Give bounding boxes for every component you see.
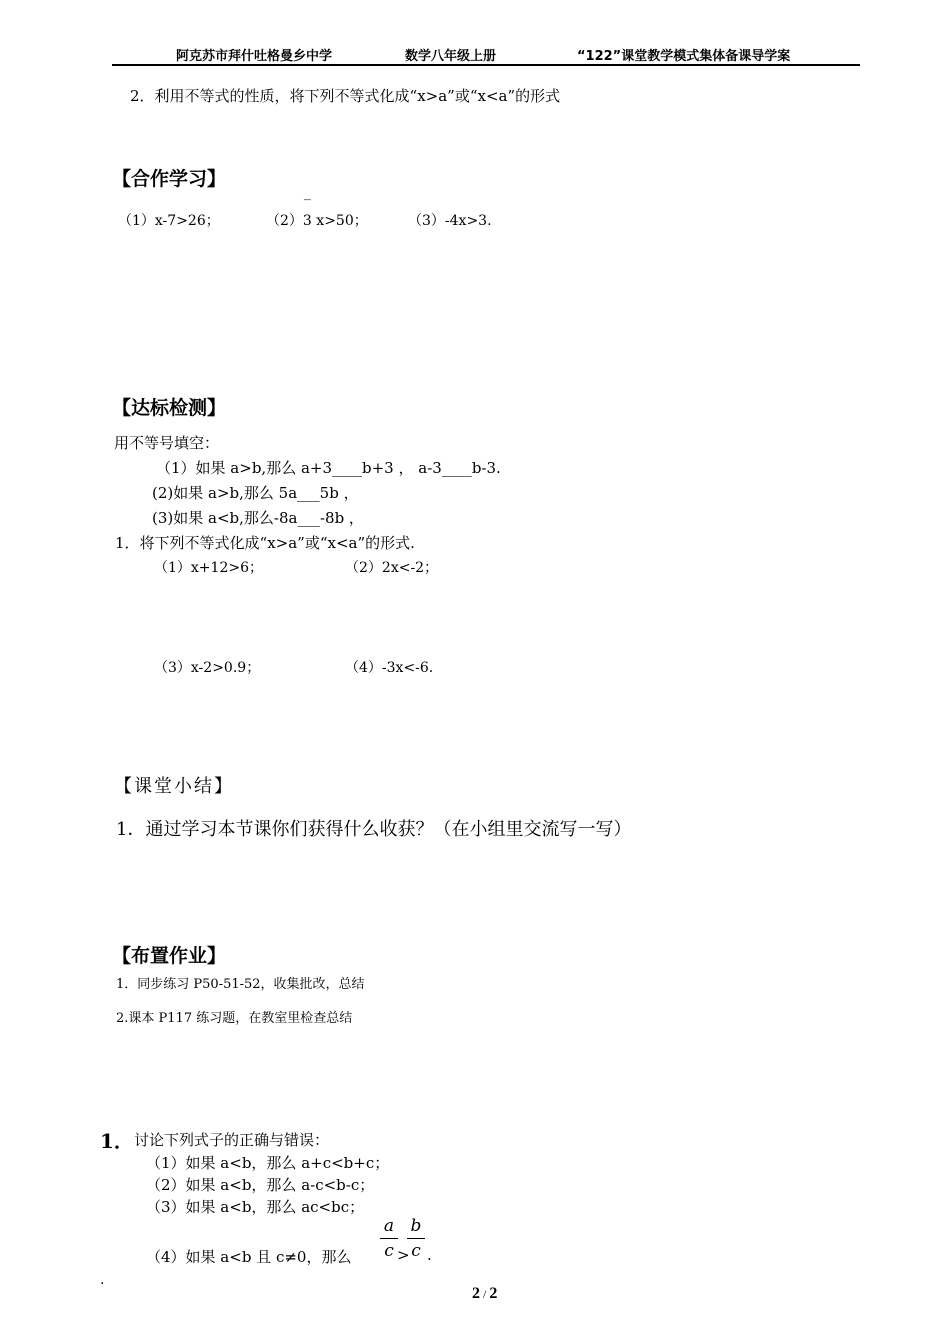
discussion-item-1: （1）如果 a<b，那么 a+c<b+c；: [146, 1154, 390, 1172]
fraction-2-bar: [407, 1238, 425, 1239]
page-current: 2: [472, 1285, 480, 1302]
fraction-1-numerator: a: [383, 1216, 395, 1236]
check-task-1c: （3）x-2>0.9；: [154, 660, 261, 676]
check-task-1a: （1）x+12>6；: [154, 560, 263, 576]
cooperative-item-3: （3）-4x>3.: [408, 213, 492, 229]
header-book: 数学八年级上册: [405, 49, 497, 64]
cooperative-item-2: [266, 198, 368, 230]
homework-item-2: 2.课本 P117 练习题，在教室里检查总结: [116, 1011, 353, 1026]
discussion-fraction-b-over-c: [407, 1216, 425, 1261]
homework-heading: 【布置作业】: [112, 945, 227, 967]
summary-heading: 【课堂小结】: [114, 776, 234, 797]
cooperative-item-2-fraction: [302, 198, 312, 229]
check-question-2: (2)如果 a>b,那么 5a___5b ，: [152, 484, 359, 502]
check-task-1: 1．将下列不等式化成“x>a”或“x<a”的形式.: [115, 534, 415, 552]
cooperative-item-2-denominator: 3: [302, 213, 312, 229]
discussion-item-3: （3）如果 a<b，那么 ac<bc；: [146, 1198, 365, 1216]
discussion-title: 讨论下列式子的正确与错误：: [134, 1131, 330, 1149]
cooperative-item-2-bar: ‾: [303, 198, 311, 214]
fraction-1-bar: [380, 1238, 398, 1239]
footer-dot: .: [100, 1272, 105, 1288]
header-mode: “122”课堂教学模式集体备课导学案: [577, 49, 791, 64]
homework-item-1: 1．同步练习 P50-51-52，收集批改，总结: [116, 977, 365, 992]
check-task-1d: （4）-3x<-6.: [345, 660, 434, 676]
check-question-3: (3)如果 a<b,那么-8a___-8b ，: [152, 509, 364, 527]
discussion-item-4-prefix: （4）如果 a<b 且 c≠0，那么: [146, 1248, 352, 1266]
check-intro: 用不等号填空：: [114, 434, 220, 452]
cooperative-item-2-suffix: x>50；: [311, 213, 368, 229]
header-rule: [112, 64, 860, 66]
task2-text: 2．利用不等式的性质，将下列不等式化成“x>a”或“x<a”的形式: [130, 87, 561, 105]
header-school: 阿克苏市拜什吐格曼乡中学: [176, 49, 333, 64]
page-total: 2: [489, 1285, 498, 1302]
cooperative-heading: 【合作学习】: [112, 168, 227, 190]
fraction-2-numerator: b: [410, 1216, 422, 1236]
check-heading: 【达标检测】: [112, 397, 227, 419]
summary-question: 1．通过学习本节课你们获得什么收获？（在小组里交流写一写）: [116, 819, 632, 840]
discussion-number: 1．: [100, 1129, 134, 1153]
discussion-fraction-a-over-c: [380, 1216, 398, 1261]
check-question-1: （1）如果 a>b,那么 a+3____b+3 ， a-3____b-3.: [156, 459, 501, 477]
page-separator: /: [480, 1287, 490, 1301]
page-number: [472, 1285, 497, 1303]
fraction-2-denominator: c: [411, 1241, 421, 1261]
fraction-1-denominator: c: [384, 1241, 394, 1261]
discussion-item-2: （2）如果 a<b，那么 a-c<b-c；: [146, 1176, 375, 1194]
cooperative-item-2-prefix: （2）: [266, 213, 303, 229]
cooperative-item-1: （1）x-7>26；: [118, 213, 220, 229]
discussion-item-4-end: .: [427, 1246, 432, 1264]
check-task-1b: （2）2x<-2；: [345, 560, 439, 576]
discussion-relation: >: [397, 1246, 410, 1264]
